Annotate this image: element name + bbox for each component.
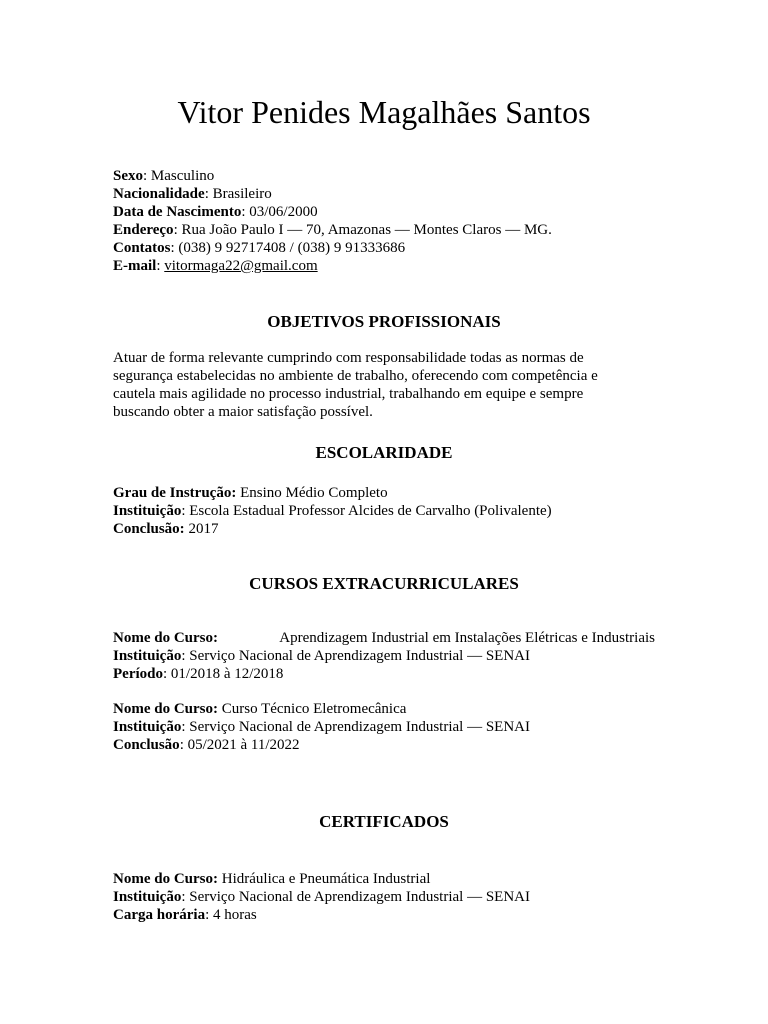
email-separator: :	[156, 258, 165, 274]
curso-periodo-line	[113, 665, 655, 683]
curso-instituicao-line	[113, 647, 655, 665]
candidate-name: Vitor Penides Magalhães Santos	[177, 94, 591, 130]
nacionalidade-line	[113, 185, 655, 203]
curso-periodo-label: Período	[113, 666, 163, 682]
curso-item	[113, 700, 655, 754]
objetivos-text	[113, 349, 655, 421]
email-label: E-mail	[113, 258, 157, 274]
certificado-instituicao-value: : Serviço Nacional de Aprendizagem Industrial — SENAI	[181, 889, 530, 905]
personal-info	[113, 167, 655, 275]
email-line	[113, 257, 655, 275]
nacionalidade-label: Nacionalidade	[113, 186, 205, 202]
objetivos-line: cautela mais agilidade no processo industrial, trabalhando em equipe e sempre	[113, 386, 584, 402]
curso-instituicao-label: Instituição	[113, 648, 182, 664]
sexo-line	[113, 167, 655, 185]
conclusao-line	[113, 520, 655, 538]
curso-nome-value: Aprendizagem Industrial em Instalações Elétricas e Industriais	[279, 630, 655, 646]
contatos-value: : (038) 9 92717408 / (038) 9 91333686	[170, 240, 406, 256]
instituicao-value: : Escola Estadual Professor Alcides de Carvalho (Polivalente)	[181, 503, 552, 519]
contatos-label: Contatos	[113, 240, 171, 256]
nacionalidade-value: : Brasileiro	[204, 186, 272, 202]
curso-periodo-value: : 01/2018 à 12/2018	[163, 666, 284, 682]
curso-instituicao-label: Instituição	[113, 719, 182, 735]
instituicao-line	[113, 502, 655, 520]
objetivos-line: segurança estabelecidas no ambiente de trabalho, oferecendo com competência e	[113, 368, 598, 384]
nascimento-line	[113, 203, 655, 221]
objetivos-line: Atuar de forma relevante cumprindo com responsabilidade todas as normas de	[113, 350, 584, 366]
sexo-label: Sexo	[113, 168, 143, 184]
email-link[interactable]: vitormaga22@gmail.com	[164, 258, 318, 274]
contatos-line	[113, 239, 655, 257]
curso-nome-label: Nome do Curso:	[113, 701, 218, 717]
objetivos-line: buscando obter a maior satisfação possível.	[113, 404, 373, 420]
certificado-nome-value: Hidráulica e Pneumática Industrial	[218, 871, 431, 887]
conclusao-value: 2017	[184, 521, 219, 537]
sexo-value: : Masculino	[143, 168, 215, 184]
objetivos-heading: OBJETIVOS PROFISSIONAIS	[267, 312, 501, 331]
curso-nome-line	[113, 629, 655, 647]
certificado-carga-value: : 4 horas	[205, 907, 257, 923]
curso-item	[113, 629, 655, 683]
curso-nome-line	[113, 700, 655, 718]
curso-conclusao-label: Conclusão	[113, 737, 180, 753]
curso-nome-value: Curso Técnico Eletromecânica	[218, 701, 407, 717]
grau-value: Ensino Médio Completo	[236, 485, 388, 501]
cursos-heading: CURSOS EXTRACURRICULARES	[249, 574, 519, 593]
certificado-nome-line	[113, 870, 655, 888]
nascimento-label: Data de Nascimento	[113, 204, 242, 220]
grau-line	[113, 484, 655, 502]
grau-label: Grau de Instrução:	[113, 485, 237, 501]
curso-instituicao-line	[113, 718, 655, 736]
instituicao-label: Instituição	[113, 503, 182, 519]
escolaridade-info	[113, 484, 655, 538]
escolaridade-heading: ESCOLARIDADE	[315, 443, 453, 462]
conclusao-label: Conclusão:	[113, 521, 185, 537]
curso-nome-label: Nome do Curso:	[113, 630, 218, 646]
curso-conclusao-value: : 05/2021 à 11/2022	[179, 737, 300, 753]
certificado-item	[113, 870, 655, 924]
curso-instituicao-value: : Serviço Nacional de Aprendizagem Industrial — SENAI	[181, 719, 530, 735]
endereco-label: Endereço	[113, 222, 174, 238]
certificado-instituicao-label: Instituição	[113, 889, 182, 905]
certificado-carga-line	[113, 906, 655, 924]
certificado-carga-label: Carga horária	[113, 907, 206, 923]
curso-instituicao-value: : Serviço Nacional de Aprendizagem Industrial — SENAI	[181, 648, 530, 664]
endereco-value: : Rua João Paulo I — 70, Amazonas — Montes Claros — MG.	[173, 222, 552, 238]
endereco-line	[113, 221, 655, 239]
certificados-heading: CERTIFICADOS	[319, 812, 449, 831]
certificado-instituicao-line	[113, 888, 655, 906]
certificado-nome-label: Nome do Curso:	[113, 871, 218, 887]
nascimento-value: : 03/06/2000	[241, 204, 318, 220]
curso-conclusao-line	[113, 736, 655, 754]
